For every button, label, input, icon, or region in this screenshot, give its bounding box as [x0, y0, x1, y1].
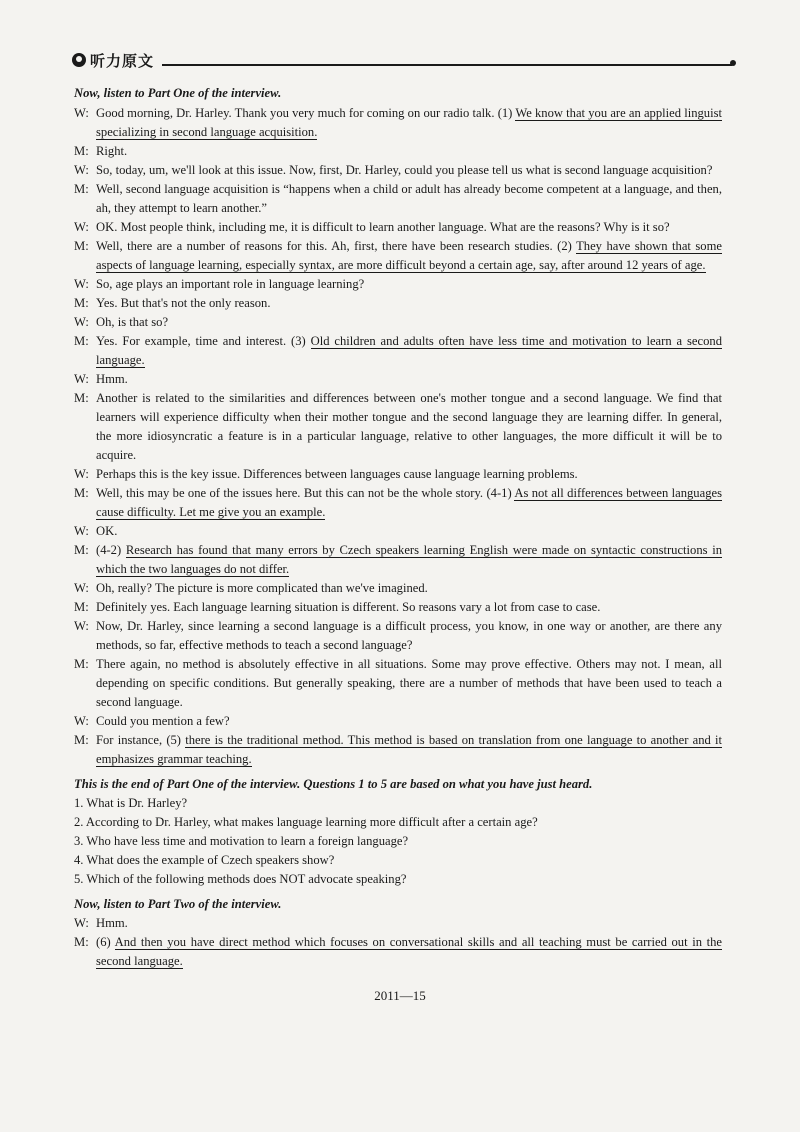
header-rule — [162, 64, 732, 66]
dialogue-turn — [74, 465, 722, 484]
dialogue-turn — [74, 237, 722, 275]
headphone-icon — [72, 53, 86, 67]
transcript — [74, 84, 722, 971]
speaker-label: W: — [74, 106, 89, 120]
dialogue-turn — [74, 522, 722, 541]
dialogue-turn — [74, 914, 722, 933]
utterance-text: Could you mention a few? — [96, 714, 230, 728]
dialogue-turn — [74, 218, 722, 237]
speaker-label: M: — [74, 391, 89, 405]
utterance-text: Yes. For example, time and interest. (3) — [96, 334, 311, 348]
utterance — [96, 180, 722, 218]
utterance — [96, 389, 722, 465]
utterance-text: Definitely yes. Each language learning situation is different. So reasons vary a lot from case to case. — [96, 600, 601, 614]
speaker-label: W: — [74, 581, 89, 595]
utterance-text: (6) — [96, 935, 115, 949]
part-two-intro: Now, listen to Part Two of the interview. — [74, 897, 282, 911]
header-dot — [730, 60, 736, 66]
speaker-label: M: — [74, 733, 89, 747]
utterance — [96, 617, 722, 655]
utterance-text: Perhaps this is the key issue. Differences between languages cause language learning problems. — [96, 467, 578, 481]
part-one-intro: Now, listen to Part One of the interview. — [74, 86, 282, 100]
utterance-text: Another is related to the similarities and differences between one's mother tongue and a second language. We find that learners will experience difficulty when their mother tongue and the second language they are learning differ. In general, the more idiosyncratic a feature is in a particular language, relative to other languages, the more difficult it will be to acquire. — [96, 391, 722, 462]
speaker-label: M: — [74, 296, 89, 310]
section-title: 听力原文 — [90, 52, 155, 70]
utterance — [96, 712, 722, 731]
dialogue-turn — [74, 579, 722, 598]
utterance — [96, 579, 722, 598]
underlined-answer: They have shown that some aspects of language learning, especially syntax, are more difficult beyond a certain age, say, after around 12 years of age. — [96, 239, 722, 272]
dialogue-turn — [74, 104, 722, 142]
utterance — [96, 161, 722, 180]
utterance — [96, 332, 722, 370]
speaker-label: W: — [74, 916, 89, 930]
utterance-text: OK. Most people think, including me, it is difficult to learn another language. What are the reasons? Why is it so? — [96, 220, 670, 234]
dialogue-turn — [74, 142, 722, 161]
utterance — [96, 541, 722, 579]
dialogue-turn — [74, 731, 722, 769]
speaker-label: M: — [74, 543, 89, 557]
underlined-answer: Research has found that many errors by Czech speakers learning English were made on syntactic constructions in which the two languages do not differ. — [96, 543, 722, 576]
utterance-text: Right. — [96, 144, 128, 158]
utterance — [96, 933, 722, 971]
utterance — [96, 465, 722, 484]
utterance-text: There again, no method is absolutely effective in all situations. Some may prove effective. Others may not. I mean, all depending on specific conditions. But generally speaking, there are a number of methods that have been used to teach a second language. — [96, 657, 722, 709]
dialogue-turn — [74, 180, 722, 218]
speaker-label: M: — [74, 600, 89, 614]
speaker-label: W: — [74, 277, 89, 291]
speaker-label: M: — [74, 182, 89, 196]
speaker-label: W: — [74, 524, 89, 538]
speaker-label: W: — [74, 619, 89, 633]
utterance — [96, 731, 722, 769]
dialogue-turn — [74, 712, 722, 731]
dialogue-part-two — [74, 914, 722, 971]
speaker-label: W: — [74, 467, 89, 481]
utterance — [96, 142, 722, 161]
dialogue-turn — [74, 541, 722, 579]
utterance-text: OK. — [96, 524, 118, 538]
speaker-label: M: — [74, 657, 89, 671]
question-item: 1. What is Dr. Harley? — [74, 796, 188, 810]
utterance — [96, 294, 722, 313]
utterance-text: Hmm. — [96, 372, 128, 386]
dialogue-turn — [74, 161, 722, 180]
speaker-label: M: — [74, 486, 89, 500]
utterance-text: So, age plays an important role in language learning? — [96, 277, 365, 291]
speaker-label: W: — [74, 714, 89, 728]
speaker-label: M: — [74, 935, 89, 949]
utterance-text: Oh, is that so? — [96, 315, 169, 329]
utterance — [96, 914, 722, 933]
dialogue-turn — [74, 294, 722, 313]
utterance — [96, 655, 722, 712]
speaker-label: M: — [74, 144, 89, 158]
dialogue-turn — [74, 313, 722, 332]
utterance-text: Hmm. — [96, 916, 128, 930]
speaker-label: W: — [74, 315, 89, 329]
dialogue-turn — [74, 389, 722, 465]
dialogue-turn — [74, 933, 722, 971]
speaker-label: W: — [74, 220, 89, 234]
utterance-text: So, today, um, we'll look at this issue. Now, first, Dr. Harley, could you please tell us what is second language acquisition? — [96, 163, 713, 177]
dialogue-turn — [74, 370, 722, 389]
dialogue-turn — [74, 598, 722, 617]
underlined-answer: We know that you are an applied linguist specializing in second language acquisition. — [96, 106, 722, 139]
question-item: 3. Who have less time and motivation to learn a foreign language? — [74, 834, 409, 848]
underlined-answer: And then you have direct method which focuses on conversational skills and all teaching must be carried out in the second language. — [96, 935, 722, 968]
dialogue-turn — [74, 655, 722, 712]
utterance-text: Well, there are a number of reasons for this. Ah, first, there have been research studies. (2) — [96, 239, 577, 253]
utterance — [96, 370, 722, 389]
part-one-end: This is the end of Part One of the interview. Questions 1 to 5 are based on what you have just heard. — [74, 777, 593, 791]
utterance — [96, 218, 722, 237]
question-item: 4. What does the example of Czech speakers show? — [74, 853, 335, 867]
dialogue-turn — [74, 275, 722, 294]
dialogue-part-one — [74, 104, 722, 769]
dialogue-turn — [74, 617, 722, 655]
speaker-label: M: — [74, 334, 89, 348]
utterance-text: Now, Dr. Harley, since learning a second language is a difficult process, you know, in one way or another, are there any methods, so far, effective methods to teach a second language? — [96, 619, 722, 652]
underlined-answer: As not all differences between languages cause difficulty. Let me give you an example. — [96, 486, 722, 519]
utterance — [96, 275, 722, 294]
dialogue-turn — [74, 484, 722, 522]
utterance — [96, 484, 722, 522]
utterance-text: (4-2) — [96, 543, 126, 557]
utterance — [96, 104, 722, 142]
underlined-answer: there is the traditional method. This method is based on translation from one language to another and it emphasizes grammar teaching. — [96, 733, 722, 766]
utterance — [96, 313, 722, 332]
utterance-text: Well, second language acquisition is “happens when a child or adult has already become competent at a language, and then, ah, they attempt to learn another.” — [96, 182, 722, 215]
utterance-text: Well, this may be one of the issues here. But this can not be the whole story. (4-1) — [96, 486, 515, 500]
section-header — [72, 50, 732, 74]
utterance — [96, 237, 722, 275]
question-item: 2. According to Dr. Harley, what makes language learning more difficult after a certain age? — [74, 815, 538, 829]
question-item: 5. Which of the following methods does NOT advocate speaking? — [74, 872, 407, 886]
utterance-text: Good morning, Dr. Harley. Thank you very much for coming on our radio talk. (1) — [96, 106, 516, 120]
page-number: 2011—15 — [374, 988, 426, 1003]
utterance — [96, 522, 722, 541]
speaker-label: M: — [74, 239, 89, 253]
utterance-text: Oh, really? The picture is more complicated than we've imagined. — [96, 581, 428, 595]
utterance-text: For instance, (5) — [96, 733, 186, 747]
utterance — [96, 598, 722, 617]
utterance-text: Yes. But that's not the only reason. — [96, 296, 271, 310]
speaker-label: W: — [74, 372, 89, 386]
underlined-answer: Old children and adults often have less time and motivation to learn a second language. — [96, 334, 722, 367]
question-list — [74, 794, 722, 889]
speaker-label: W: — [74, 163, 89, 177]
dialogue-turn — [74, 332, 722, 370]
